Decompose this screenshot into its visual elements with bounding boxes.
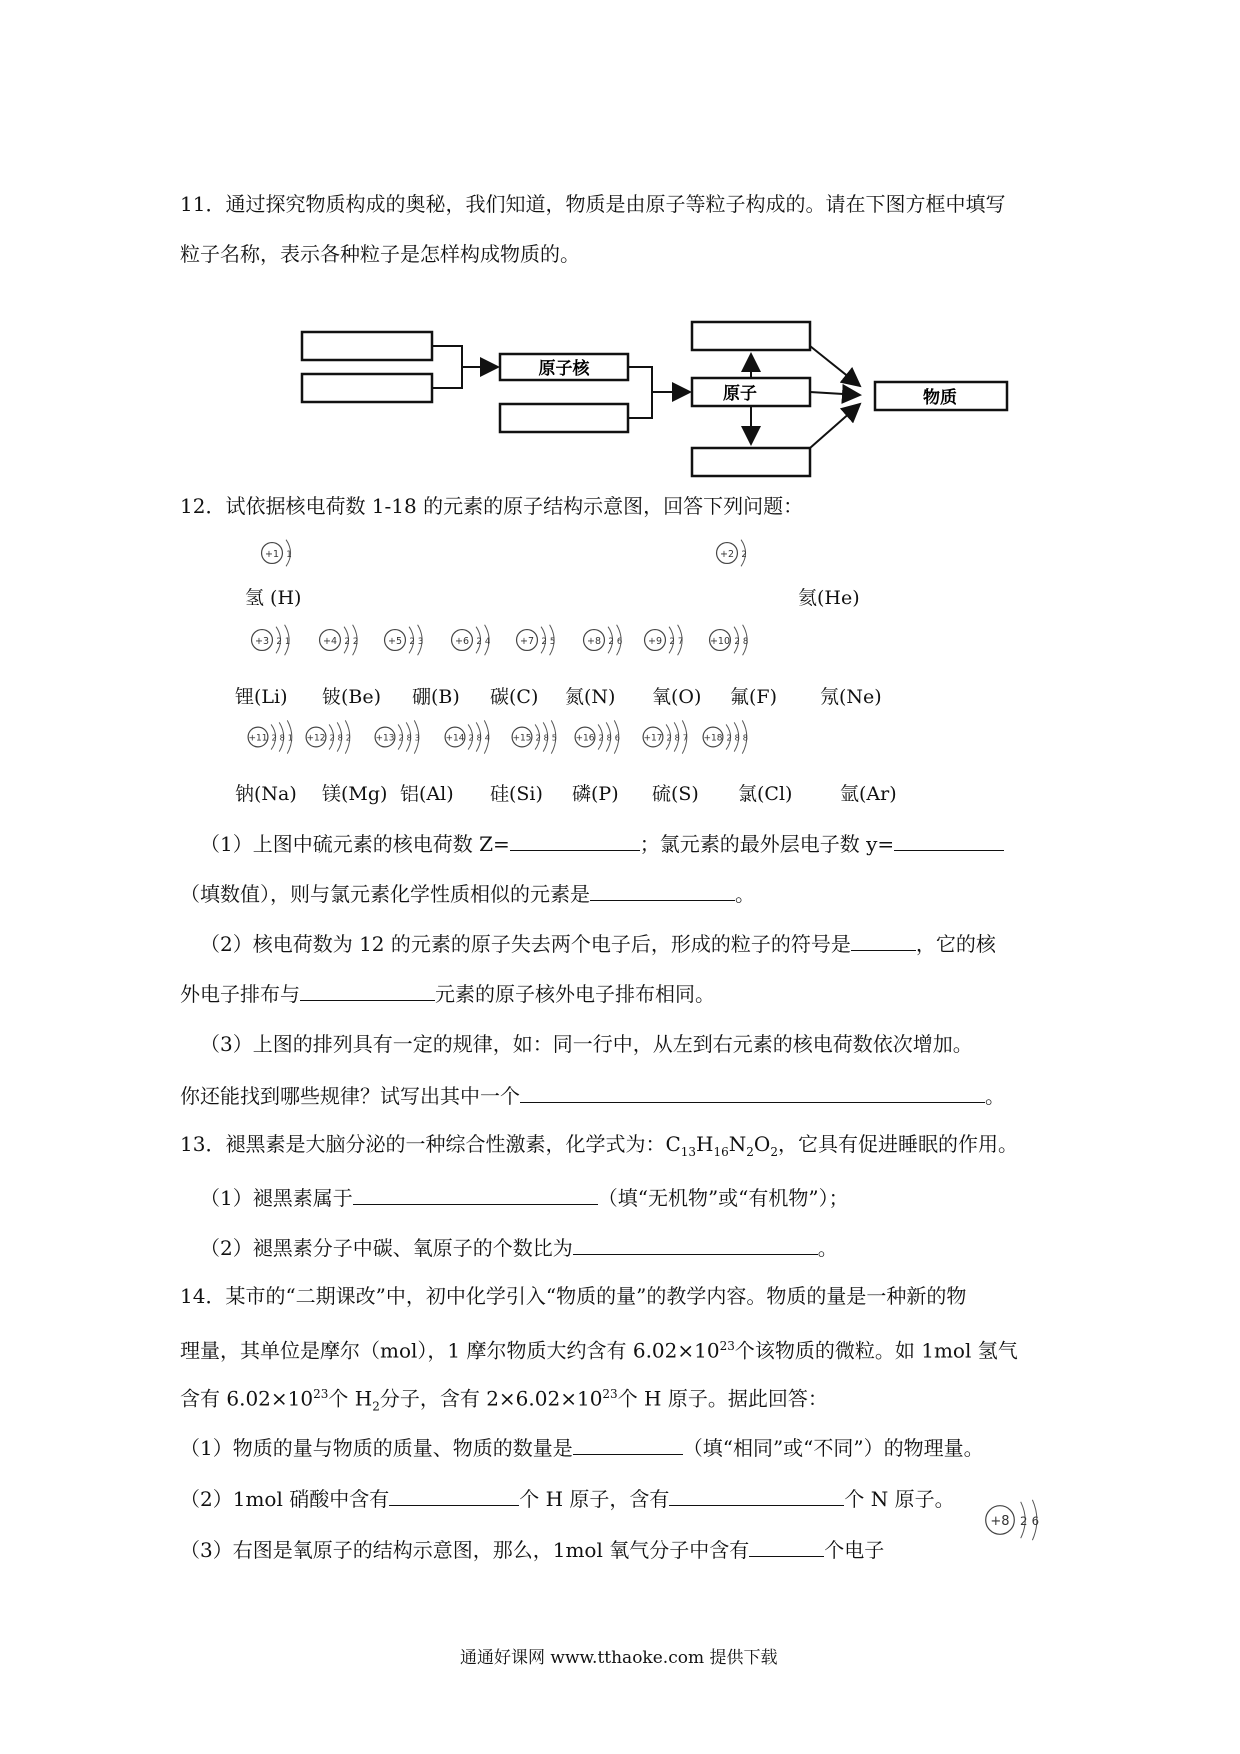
answer-blank-h-atoms[interactable] [389,1483,519,1506]
atom-diagram-row3 [306,720,351,753]
atom-diagram-row2 [645,625,684,656]
q14-part3: （3）右图是氧原子的结构示意图，那么，1mol 氧气分子中含有 个电子 [180,1534,884,1564]
q12-part3-line1: （3）上图的排列具有一定的规律，如：同一行中，从左到右元素的核电荷数依次增加。 [200,1032,973,1056]
footer-credit: 通通好课网 www.tthaoke.com 提供下载 [460,1648,778,1668]
answer-blank-pattern[interactable] [520,1080,985,1103]
q13-part1: （1）褪黑素属于 （填“无机物”或“有机物”）； [200,1182,849,1212]
shell-electron-count: 2 [608,636,614,647]
nuclear-charge: +6 [454,635,470,647]
shell-electron-count: 2 [468,732,474,743]
nuclear-charge: +17 [643,733,663,744]
q12-part2-line2: 外电子排布与 元素的原子核外电子排布相同。 [180,978,715,1008]
element-label: 硅(Si) [490,783,543,805]
shell-electron-count: 7 [682,732,688,743]
shell-electron-count: 4 [484,732,490,743]
q11-line1: 11．通过探究物质构成的奥秘，我们知道，物质是由原子等粒子构成的。请在下图方框中填写 [180,192,1006,216]
shell-electron-count: 8 [337,732,343,743]
q13-line1: 13．褪黑素是大脑分泌的一种综合性激素，化学式为：$C_{13}H_{16}N_2O_2$，它具有促进睡眠的作用。 [180,1132,1018,1159]
shell-electron-count: 1 [284,636,291,647]
shell-electron-count: 1 [287,732,293,743]
q13-part2: （2）褪黑素分子中碳、氧原子的个数比为 。 [200,1232,838,1262]
shell-electron-count: 8 [742,636,749,647]
answer-blank-same-or-different[interactable] [573,1432,683,1455]
answer-blank-atom-ratio[interactable] [573,1232,818,1255]
nuclear-charge: +11 [248,733,268,744]
shell-electron-count: 6 [614,732,620,743]
shell-electron-count: 2 [271,732,277,743]
element-label: 铝(Al) [400,783,454,805]
shell-electron-count: 1 [286,549,292,560]
shell-electron-count: 5 [551,732,557,743]
shell-electron-count: 2 [598,732,604,743]
shell-electron-count: 8 [406,732,412,743]
element-label: 磷(P) [572,783,619,805]
shell-electron-count: 8 [734,732,740,743]
nucleus-label: 原子核 [538,359,590,379]
shell-electron-count: 2 [666,732,672,743]
nuclear-charge: +1 [264,548,280,560]
nuclear-charge: +16 [575,733,595,744]
element-label: 氮(N) [565,686,616,708]
q12-part3-line2: 你还能找到哪些规律？试写出其中一个 。 [180,1080,1005,1110]
q14-line1: 14．某市的“二期课改”中，初中化学引入“物质的量”的教学内容。物质的量是一种新的物 [180,1284,967,1308]
atom-diagram-row3 [248,720,293,753]
q12-part2-line1: （2）核电荷数为 12 的元素的原子失去两个电子后，形成的粒子的符号是 ，它的核 [200,928,996,958]
element-label: 氯(Cl) [738,783,793,805]
atom-diagram-h [262,540,292,567]
answer-blank-n-atoms[interactable] [669,1483,844,1506]
q14-line3: 含有 $6.02\times 10^{23}$个 $H_2$分子，含有 $2\times 6.02\times 10^{23}$个 H 原子。据此回答： [180,1386,828,1414]
nuclear-charge: +15 [512,733,532,744]
element-label: 碳(C) [490,686,539,708]
shell-electron-count: 5 [549,636,556,647]
nuclear-charge: +18 [703,733,723,744]
nuclear-charge: +9 [647,635,663,647]
matter-label: 物质 [923,388,957,408]
shell-electron-count: 2 [476,636,482,647]
shell-electron-count: 2 [352,636,359,647]
oxygen-atom-diagram [986,1500,1039,1540]
answer-blank-ion-symbol[interactable] [851,928,916,951]
atom-diagram-he [717,540,747,567]
shell-electron-count: 4 [484,636,491,647]
shell-electron-count: 2 [535,732,541,743]
shell-electron-count: 8 [606,732,612,743]
answer-blank-electrons[interactable] [749,1534,824,1557]
shell-electron-count: 2 [398,732,404,743]
q14-line2: 理量，其单位是摩尔（mol），1 摩尔物质大约含有 $6.02\times 10^{23}$个该物质的微粒。如 1mol 氢气 [180,1338,1018,1363]
shell-electron-count: 3 [414,732,420,743]
nuclear-charge: +2 [719,548,735,560]
shell-electron-count: 8 [279,732,285,743]
shell-electron-count: 2 [344,636,350,647]
atom-diagram-row2 [517,625,556,656]
element-label: 硫(S) [652,783,699,805]
nuclear-charge: +4 [322,635,338,647]
shell-electron-count: 2 [345,732,351,743]
shell-electron-count: 2 [409,636,415,647]
nuclear-charge: +12 [306,733,326,744]
atom-diagram-row2 [452,625,491,656]
shell-electron-count: 2 [276,636,282,647]
atom-diagram-row3 [575,720,620,753]
shell-electron-count: 8 [674,732,680,743]
atom-diagram-row2 [320,625,359,656]
shell-electron-count: 2 [726,732,732,743]
shell-electron-count: 2 [741,549,747,560]
shell-electron-count: 2 [541,636,547,647]
element-label: 锂(Li) [235,686,288,708]
atom-diagram-row2 [584,625,623,656]
shell-electron-count: 3 [417,636,424,647]
element-label: 氧(O) [652,686,702,708]
shell-electron-count: 8 [742,732,748,743]
nuclear-charge: +8 [586,635,602,647]
shell-electron-count: 2 [329,732,335,743]
element-label: 氦(He) [798,587,860,609]
nuclear-charge: +14 [445,733,465,744]
nuclear-charge: +7 [519,635,535,647]
atom-diagram-row3 [445,720,490,753]
atom-diagram-row2 [385,625,424,656]
shell-electron-count: 2 [734,636,740,647]
shell-electron-count: 8 [543,732,549,743]
atom-label: 原子 [723,384,757,404]
atom-diagram-row3 [703,720,748,753]
nuclear-charge: +8 [990,1514,1010,1530]
nuclear-charge: +5 [387,635,403,647]
q12-part1-line2: （填数值），则与氯元素化学性质相似的元素是 。 [180,878,755,908]
atom-diagram-row2 [710,625,749,656]
nuclear-charge: +10 [709,635,731,647]
shell-electron-count: 2 [669,636,675,647]
atom-diagram-row3 [512,720,557,753]
nuclear-charge: +3 [254,635,270,647]
element-label: 铍(Be) [322,686,382,708]
q11-line2: 粒子名称，表示各种粒子是怎样构成物质的。 [180,242,580,266]
element-label: 钠(Na) [235,783,297,805]
atom-diagram-row3 [375,720,420,753]
atom-diagram-row3 [643,720,688,753]
element-label: 镁(Mg) [322,783,388,805]
shell-electron-count: 6 [1031,1514,1040,1529]
answer-blank-compound-type[interactable] [353,1182,598,1205]
q14-part2: （2）1mol 硝酸中含有 个 H 原子，含有 个 N 原子。 [180,1483,955,1513]
shell-electron-count: 7 [677,636,684,647]
element-label: 硼(B) [412,686,460,708]
q14-part1: （1）物质的量与物质的质量、物质的数量是 （填“相同”或“不同”）的物理量。 [180,1432,984,1462]
answer-blank-chlorine-y[interactable] [894,828,1004,851]
atom-diagram-row2 [252,625,291,656]
shell-electron-count: 2 [1019,1514,1028,1529]
q12-part1-line1: （1）上图中硫元素的核电荷数 Z= ；氯元素的最外层电子数 y= [200,828,1004,858]
answer-blank-similar-element[interactable] [590,878,735,901]
answer-blank-sulfur-z[interactable] [510,828,640,851]
element-label: 氢 (H) [245,587,302,609]
shell-electron-count: 6 [616,636,623,647]
element-label: 氩(Ar) [840,783,897,805]
element-label: 氟(F) [730,686,778,708]
element-label: 氖(Ne) [820,686,882,708]
answer-blank-same-element[interactable] [300,978,435,1001]
q12-intro: 12．试依据核电荷数 1-18 的元素的原子结构示意图，回答下列问题： [180,494,804,518]
shell-electron-count: 8 [476,732,482,743]
nuclear-charge: +13 [375,733,395,744]
